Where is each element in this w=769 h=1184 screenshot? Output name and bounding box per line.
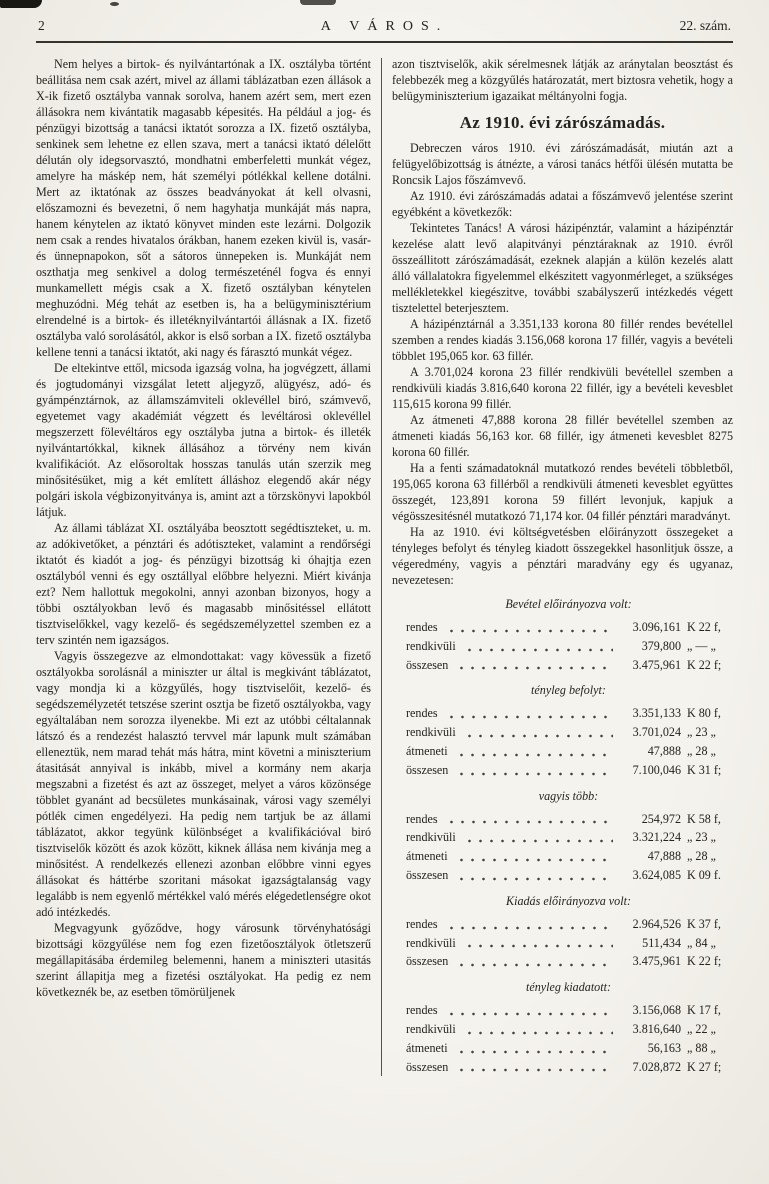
finance-row <box>406 1020 731 1039</box>
body-paragraph: Debreczen város 1910. évi zárószámadását, miután azt a felügyelőbizottság is átnézte, a városi tanács hétfői ülésén mutatta be Roncsik Lajos főszámvevő. <box>392 141 733 187</box>
finance-row <box>406 618 731 637</box>
finance-unit: K 58 f, <box>687 811 721 826</box>
two-column-body <box>36 43 733 1076</box>
finance-unit: „ — „ <box>687 638 716 653</box>
page-header <box>36 8 733 43</box>
issue-number: 22. szám. <box>679 18 731 33</box>
dot-leader <box>462 1020 613 1039</box>
finance-row <box>406 866 731 885</box>
finance-label: rendes <box>406 620 438 634</box>
finance-row <box>406 828 731 847</box>
finance-amount: 3.701,024 <box>632 725 681 740</box>
finance-amount: 3.096,161 <box>632 620 681 634</box>
finance-amount: 3.475,961 <box>632 954 681 969</box>
right-column <box>392 56 733 1076</box>
finance-row <box>406 1058 731 1077</box>
dot-leader <box>454 952 613 971</box>
finance-label: átmeneti <box>406 1040 448 1055</box>
finance-amount: 7.100,046 <box>632 762 681 777</box>
finance-caption: Bevétel előirányozva volt: <box>505 597 632 611</box>
finance-unit: K 17 f, <box>687 1003 721 1018</box>
finance-unit: K 37 f, <box>687 916 721 931</box>
finance-row <box>406 704 731 723</box>
dot-leader <box>462 934 613 953</box>
finance-caption: tényleg kiadatott: <box>526 980 611 995</box>
dot-leader <box>462 637 613 656</box>
finance-unit: K 09 f. <box>687 867 721 882</box>
finance-label: rendes <box>406 916 438 931</box>
newspaper-title: A VÁROS. <box>320 19 449 34</box>
finance-unit: K 22 f; <box>687 954 722 969</box>
finance-row <box>406 637 731 656</box>
finance-amount: 3.475,961 <box>632 657 681 672</box>
finance-row <box>406 742 731 761</box>
finance-amount: 2.964,526 <box>632 916 681 931</box>
dot-leader <box>454 1058 613 1077</box>
finance-row <box>406 656 731 675</box>
dot-leader <box>454 866 613 885</box>
body-paragraph: Vagyis összegezve az elmondottakat: vagy kövessük a fizető osztályokba sorolásnál a miniszter ur által is megkivánt táblázatot, vagy mondja ki a közgyűlés, hogy tisztviselőit, kezelő- és segédszemélyzetét tetszése szerint osztja be fizető osztályokba, vagy egyáltalában nem sorozza ilyenekbe. Mi ezt az utóbbi céltalannak látszó és a rendezést halasztó tervvel már lapunk mult számában elleneztük, nem marad tehát más hátra, mint követni a miniszterium átasitását annyival is inkább, mivel a kormány nem akarja megszabni a fizetést és azt az összeget, melyet a város közönsége többlet gyanánt ad becsületes munkásainak, városi vagy személyi pótlék cimen engedélyezi. Ha pedig nem tartjuk be az állami táblázatot, akkor tegyünk különbséget a kvalifikációval biró tisztviselők között és azok között, kiknek állása nem kivánja meg a minősitést. A rendelkezés ellenezi azonban előbbre vinni egyes állásokat és háttérbe szoritani másokat igazságtalanság vagy legalább is nem egyenlő mértékkel való mérés elégedetlenségre okot adó intézkedés. <box>36 649 371 919</box>
finance-amount: 254,972 <box>641 811 681 826</box>
finance-label: összesen <box>406 954 449 969</box>
finance-row <box>406 810 731 829</box>
finance-unit: K 27 f; <box>687 1059 722 1074</box>
finance-amount: 3.816,640 <box>632 1021 681 1036</box>
finance-group <box>406 682 731 779</box>
finance-amount: 3.321,224 <box>632 830 681 845</box>
finance-amount: 7.028,872 <box>632 1059 681 1074</box>
dot-leader <box>454 847 613 866</box>
finance-caption: Kiadás előirányozva volt: <box>506 893 631 908</box>
finance-group <box>406 596 731 674</box>
body-paragraph: A 3.701,024 korona 23 fillér rendkivüli bevétellel szemben a rendkivüli kiadás 3.816,640 korona 22 fillér, igy a bevételi kevesblet 115,615 korona 99 fillér. <box>392 365 733 411</box>
finance-row <box>406 952 731 971</box>
finance-label: összesen <box>406 1059 449 1074</box>
body-paragraph: Az átmeneti 47,888 korona 28 fillér bevétellel szemben az átmeneti kiadás 56,163 kor. 68 fillér, igy átmeneti kevesblet 8275 korona 60 fillér. <box>392 413 733 459</box>
finance-label: összesen <box>406 657 449 672</box>
dot-leader <box>454 1039 613 1058</box>
finance-label: összesen <box>406 762 449 777</box>
dot-leader <box>454 742 613 761</box>
finance-amount: 56,163 <box>647 1040 681 1055</box>
body-paragraph: Ha az 1910. évi költségvetésben előirányzott összegeket a tényleges befolyt és tényleg kiadott összegekkel hasonlitjuk össze, a végeredmény, vagyis a pénztári maradvány egy és ugyanaz, nevezetesen: <box>392 525 733 587</box>
finance-caption: vagyis több: <box>538 788 599 803</box>
dot-leader <box>454 656 613 675</box>
finance-label: rendes <box>406 706 438 721</box>
finance-label: átmeneti <box>406 743 448 758</box>
finance-label: rendkivüli <box>406 830 456 845</box>
continuation-paragraph: azon tisztviselők, akik sérelmesnek látják az aránytalan beosztást és felebbezék meg a közgyűlés határozatát, mert biztosra vehetik, hogy a belügyminiszterium igazaikat méltányolni fogja. <box>392 57 733 103</box>
left-column <box>36 56 371 1076</box>
finance-unit: K 31 f; <box>687 762 722 777</box>
finance-amount: 47,888 <box>647 743 681 758</box>
finance-row <box>406 915 731 934</box>
finance-unit: „ 28 „ <box>687 743 716 758</box>
page-number: 2 <box>38 18 45 33</box>
finance-unit: „ 28 „ <box>687 849 716 864</box>
dot-leader <box>462 828 613 847</box>
finance-label: átmeneti <box>406 849 448 864</box>
finance-unit: K 22 f, <box>687 620 721 634</box>
finance-amount: 511,434 <box>642 935 681 950</box>
finance-row <box>406 1001 731 1020</box>
finance-row <box>406 723 731 742</box>
finance-unit: K 22 f; <box>687 657 722 672</box>
finance-unit: „ 22 „ <box>687 1021 716 1036</box>
dot-leader <box>462 723 613 742</box>
article-heading: Az 1910. évi zárószámadás. <box>459 113 666 132</box>
finance-unit: „ 23 „ <box>687 830 716 845</box>
finance-amount: 3.351,133 <box>632 706 681 721</box>
finance-label: rendes <box>406 811 438 826</box>
body-paragraph: Tekintetes Tanács! A városi házipénztár, valamint a házipénztár kezelése alatt levő alapitványi pénztáraknak az 1910. évről összeállitott zárószámadását, ezeknek alapján a külön kezelés alatt álló vállalatokra figyelemmel elkészitett vagyonmérleget, a szükséges mellékletekkel kiegészitve, további szabályszerű intézkedés végett tisztelettel beterjesztem. <box>392 221 733 315</box>
finance-group <box>406 788 731 885</box>
finance-label: összesen <box>406 867 449 882</box>
dot-leader <box>444 704 613 723</box>
finance-label: rendkivüli <box>406 1021 456 1036</box>
body-paragraph: De eltekintve ettől, micsoda igazság volna, ha jogvégzett, állami és jogtudományi vizsgálat letett aljegyző, alügyész, adó- és gyámpénztárnok, az államszámviteli oklevéllel biró, számvevő, egyetemet vagy akadémiát végzett és levéltárosi oklevéllel megszerzett fölevéltáros egy osztályba jutna a birtok- és illeték nyilvántartókkal, kiknek állásához a törvény nem kiván kvalifikációt. Az elősoroltak hosszas tanulás után szerzik meg minősitésüket, mig a két említett álláshoz elegendő akár négy polgári iskola végbizonyitványa is, amint azt a törzskönyvi lapokból látjuk. <box>36 361 371 519</box>
body-paragraph: Nem helyes a birtok- és nyilvántartónak a IX. osztályba történt beállitása nem csak azért, mivel az állami táblázatban ezen állások a X-ik fizető osztályba vannak sorolva, hanem azért sem, mert ezen állásokra nem kivántatik magasabb képesités. Ha például a jog- és pénzügyi bizottság a tanácsi iktatót sorozza a IX. fizető osztályba, senkinek sem lehetne ez ellen szava, mert a tanácsi iktató délelőtt délután oly idegsorvasztó, mondhatni emberfeletti munkát végez, amelyre ha máskép nem, hát személyi pótlékkal kellene dotálni. Mert az iktatónak az összes beadványokat át kell olvasni, előszamozni és bevezetni, ő nem hagyhatja munkáját más napra, hanem kénytelen az iktató könyvet minden este lezárni. Dolgozik nem csak a rendes hivatalos órákban, hanem ezeken kivül is, vasár- és ünnepnapokon, sőt a sátoros ünnepeken is. Munkáját nem oszthatja meg senkivel a dolog természeténél fogva és ennyi munkamellett mégis csak a X. fizető osztályban kénytelen meghuzódni. Még tehát az esetben is, ha a belügyminisztérium elrendelné is a birtok- és illetéknyilvántartói állásnak a IX. fizető osztályba való sorolásától, akkor is első sorban a IX. fizető osztályba kellene tenni a tanácsi iktatót, aki nagy és fárasztó munkát végez. <box>36 57 371 359</box>
finance-unit: K 80 f, <box>687 706 721 721</box>
finance-label: rendes <box>406 1003 438 1018</box>
finance-row <box>406 847 731 866</box>
dot-leader <box>444 810 613 829</box>
finance-caption: tényleg befolyt: <box>531 683 606 698</box>
finance-row <box>406 934 731 953</box>
body-paragraph: Az 1910. évi zárószámadás adatai a főszámvevő jelentése szerint egyébként a következők: <box>392 189 733 219</box>
dot-leader <box>454 761 613 780</box>
body-paragraph: Megvagyunk győződve, hogy városunk törvényhatósági bizottsági közgyűlése nem fog ezen fizetőosztályok ötletszerű megállapitásába érdemileg belemenni, hanem a miniszteri utasitás szerint állapitja meg a fizetési osztályokat. Ha pedig ez nem következnék be, az esetben tömörüljenek <box>36 921 371 999</box>
finance-amount: 47,888 <box>647 849 681 864</box>
finance-row <box>406 1039 731 1058</box>
finance-amount: 3.624,085 <box>632 867 681 882</box>
finance-label: rendkivüli <box>406 638 456 653</box>
finance-unit: „ 23 „ <box>687 725 716 740</box>
finance-label: rendkivüli <box>406 935 456 950</box>
finance-unit: „ 88 „ <box>687 1040 716 1055</box>
dot-leader <box>444 618 613 637</box>
finance-unit: „ 84 „ <box>687 935 716 950</box>
finance-amount: 3.156,068 <box>632 1003 681 1018</box>
finance-group <box>406 979 731 1076</box>
body-paragraph: Ha a fenti számadatoknál mutatkozó rendes bevételi többletből, 195,065 korona 63 fillérből a rendkivüli átmeneti kevesblet együttes összegét, 123,891 korona 59 fillért levonjuk, kapjuk a végösszesitésnél mutatkozó 71,174 kor. 04 fillér pénztári maradványt. <box>392 461 733 523</box>
body-paragraph: A házipénztárnál a 3.351,133 korona 80 fillér rendes bevétellel szemben a rendes kiadás 3.156,068 korona 17 fillér, vagyis a bevételi többlet 195,065 kor. 63 fillér. <box>392 317 733 363</box>
dot-leader <box>444 1001 613 1020</box>
dot-leader <box>444 915 613 934</box>
finance-amount: 379,800 <box>641 638 681 653</box>
finance-label: rendkivüli <box>406 725 456 740</box>
column-divider <box>381 58 382 1076</box>
finance-group <box>406 893 731 971</box>
body-paragraph: Az állami táblázat XI. osztályába beosztott segédtiszteket, u. m. az adókivetőket, a pénztári és adótiszteket, valamint a rendőrségi iktatót és kiadót a jog- és pénzügyi bizottság ki óhajtja ezen osztályból venni és egy osztállyal előbbre helyezni. Miért kivánja ezt? Nem hallottuk megokolni, annyi azonban bizonyos, hogy a többi osztályokban levő és magasabb minősitéssel ellátott tisztviselőkkel, vagy kezelő- és segédszemélyzettel szemben ez a terv szintén nem igazságos. <box>36 521 371 647</box>
finance-row <box>406 761 731 780</box>
